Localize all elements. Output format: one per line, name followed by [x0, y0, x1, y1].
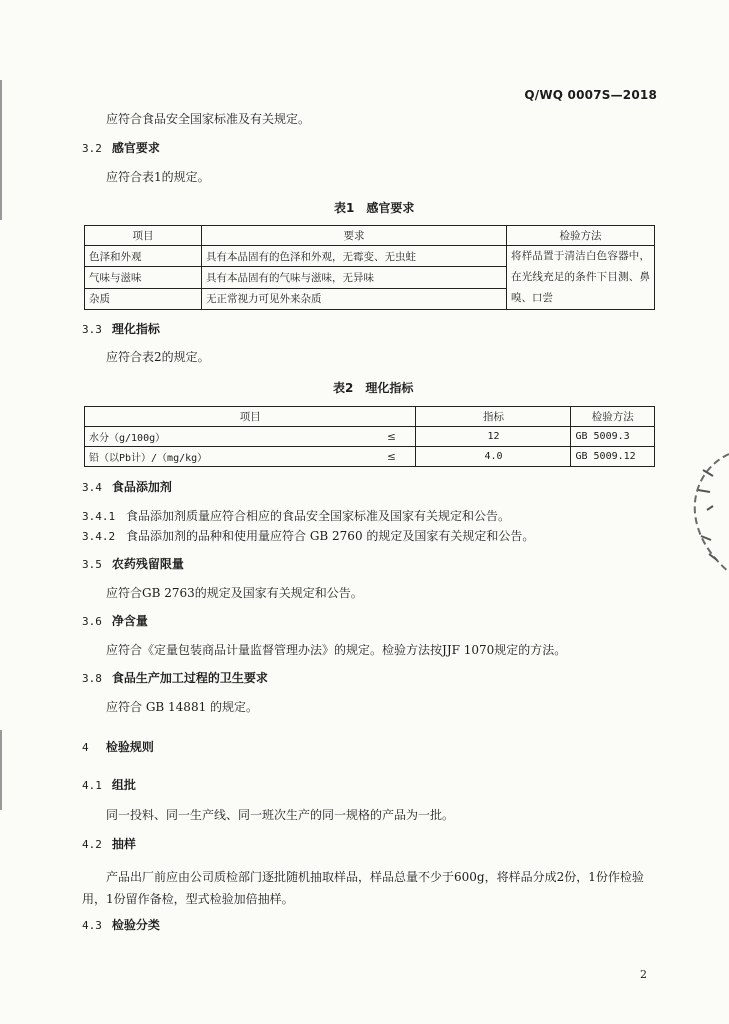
table1-sensory — [84, 225, 655, 310]
section-title: 检验分类 — [111, 918, 160, 932]
section-3-6-heading — [82, 612, 148, 629]
section-4-1-heading — [82, 776, 136, 793]
table-header-row — [85, 226, 655, 246]
clause-number: 3.4.1 — [82, 510, 116, 523]
table-cell: 铅（以Pb计）/（mg/kg） — [85, 447, 368, 467]
section-title: 感官要求 — [111, 141, 160, 155]
table-header-cell: 要求 — [202, 226, 507, 246]
table-header-cell: 检验方法 — [571, 407, 655, 427]
table-row — [85, 427, 655, 447]
table-cell: GB 5009.12 — [571, 447, 655, 467]
section-title: 净含量 — [111, 614, 148, 628]
section-title: 理化指标 — [111, 322, 160, 336]
section-4-2-body: 产品出厂前应由公司质检部门逐批随机抽取样品，样品总量不少于600g，将样品分成2份，1份作检验用，1份留作备检，型式检验加倍抽样。 — [82, 870, 644, 906]
section-number: 3.3 — [82, 323, 102, 336]
section-4-2-heading — [82, 835, 136, 852]
table-cell-operator: ≤ — [367, 447, 416, 467]
table-cell-operator: ≤ — [367, 427, 416, 447]
section-3-3-body: 应符合表2的规定。 — [106, 350, 210, 364]
section-3-8-heading — [82, 669, 268, 686]
section-3-4-heading — [82, 478, 172, 495]
section-3-3-heading — [82, 320, 160, 337]
clause-number: 3.4.2 — [82, 530, 116, 543]
document-code: Q/WQ 0007S—2018 — [524, 88, 657, 102]
section-number: 3.8 — [82, 672, 102, 685]
section-3-6-body: 应符合《定量包装商品计量监督管理办法》的规定。检验方法按JJF 1070规定的方法。 — [106, 643, 567, 657]
table-cell: 杂质 — [85, 288, 202, 309]
section-3-2-heading — [82, 139, 160, 156]
table-cell: 12 — [416, 427, 571, 447]
section-number: 3.2 — [82, 142, 102, 155]
section-number: 4.2 — [82, 838, 102, 851]
table-cell: 气味与滋味 — [85, 267, 202, 288]
clause-text: 食品添加剂的品种和使用量应符合 GB 2760 的规定及国家有关规定和公告。 — [126, 529, 535, 543]
section-number: 3.6 — [82, 615, 102, 628]
table-cell: 色泽和外观 — [85, 246, 202, 267]
table-cell: 4.0 — [416, 447, 571, 467]
table-cell: 具有本品固有的色泽和外观，无霉变、无虫蛀 — [202, 246, 507, 267]
section-number: 4 — [82, 741, 89, 754]
table-cell-method: 将样品置于清洁白色容器中，在光线充足的条件下目测、鼻嗅、口尝 — [507, 246, 655, 310]
section-title: 食品添加剂 — [111, 480, 172, 494]
table-header-cell: 项目 — [85, 226, 202, 246]
table-header-cell: 指标 — [416, 407, 571, 427]
intro-line: 应符合食品安全国家标准及有关规定。 — [106, 112, 311, 126]
table-cell: 水分（g/100g） — [85, 427, 368, 447]
section-number: 3.5 — [82, 558, 102, 571]
section-title: 抽样 — [111, 837, 136, 851]
table-header-row — [85, 407, 655, 427]
table-cell: 具有本品固有的气味与滋味，无异味 — [202, 267, 507, 288]
table-cell: GB 5009.3 — [571, 427, 655, 447]
section-title: 检验规则 — [105, 740, 154, 754]
section-3-8-body: 应符合 GB 14881 的规定。 — [106, 700, 259, 714]
section-3-5-heading — [82, 555, 184, 572]
table2-physicochemical — [84, 406, 655, 467]
table-header-cell: 检验方法 — [507, 226, 655, 246]
scan-edge-mark — [0, 730, 2, 810]
section-3-5-body: 应符合GB 2763的规定及国家有关规定和公告。 — [106, 586, 363, 600]
section-number: 4.3 — [82, 919, 102, 932]
clause-3-4-1 — [82, 507, 510, 524]
section-title: 组批 — [111, 778, 136, 792]
table1-caption: 表1 感官要求 — [334, 201, 415, 215]
section-number: 4.1 — [82, 779, 102, 792]
clause-text: 食品添加剂质量应符合相应的食品安全国家标准及国家有关规定和公告。 — [126, 509, 511, 523]
page-number: 2 — [640, 968, 647, 981]
section-3-2-body: 应符合表1的规定。 — [106, 170, 210, 184]
table-row — [85, 246, 655, 267]
chapter-4-heading — [82, 738, 154, 755]
table-header-cell: 项目 — [85, 407, 416, 427]
table-cell: 无正常视力可见外来杂质 — [202, 288, 507, 309]
section-number: 3.4 — [82, 481, 102, 494]
section-4-3-heading — [82, 916, 160, 933]
table-row — [85, 447, 655, 467]
section-title: 食品生产加工过程的卫生要求 — [111, 671, 268, 685]
section-4-1-body: 同一投料、同一生产线、同一班次生产的同一规格的产品为一批。 — [106, 808, 455, 822]
scan-edge-mark — [0, 80, 2, 220]
seal-stamp-fragment — [689, 450, 729, 590]
section-title: 农药残留限量 — [111, 557, 184, 571]
clause-3-4-2 — [82, 527, 534, 544]
table2-caption: 表2 理化指标 — [333, 381, 414, 395]
